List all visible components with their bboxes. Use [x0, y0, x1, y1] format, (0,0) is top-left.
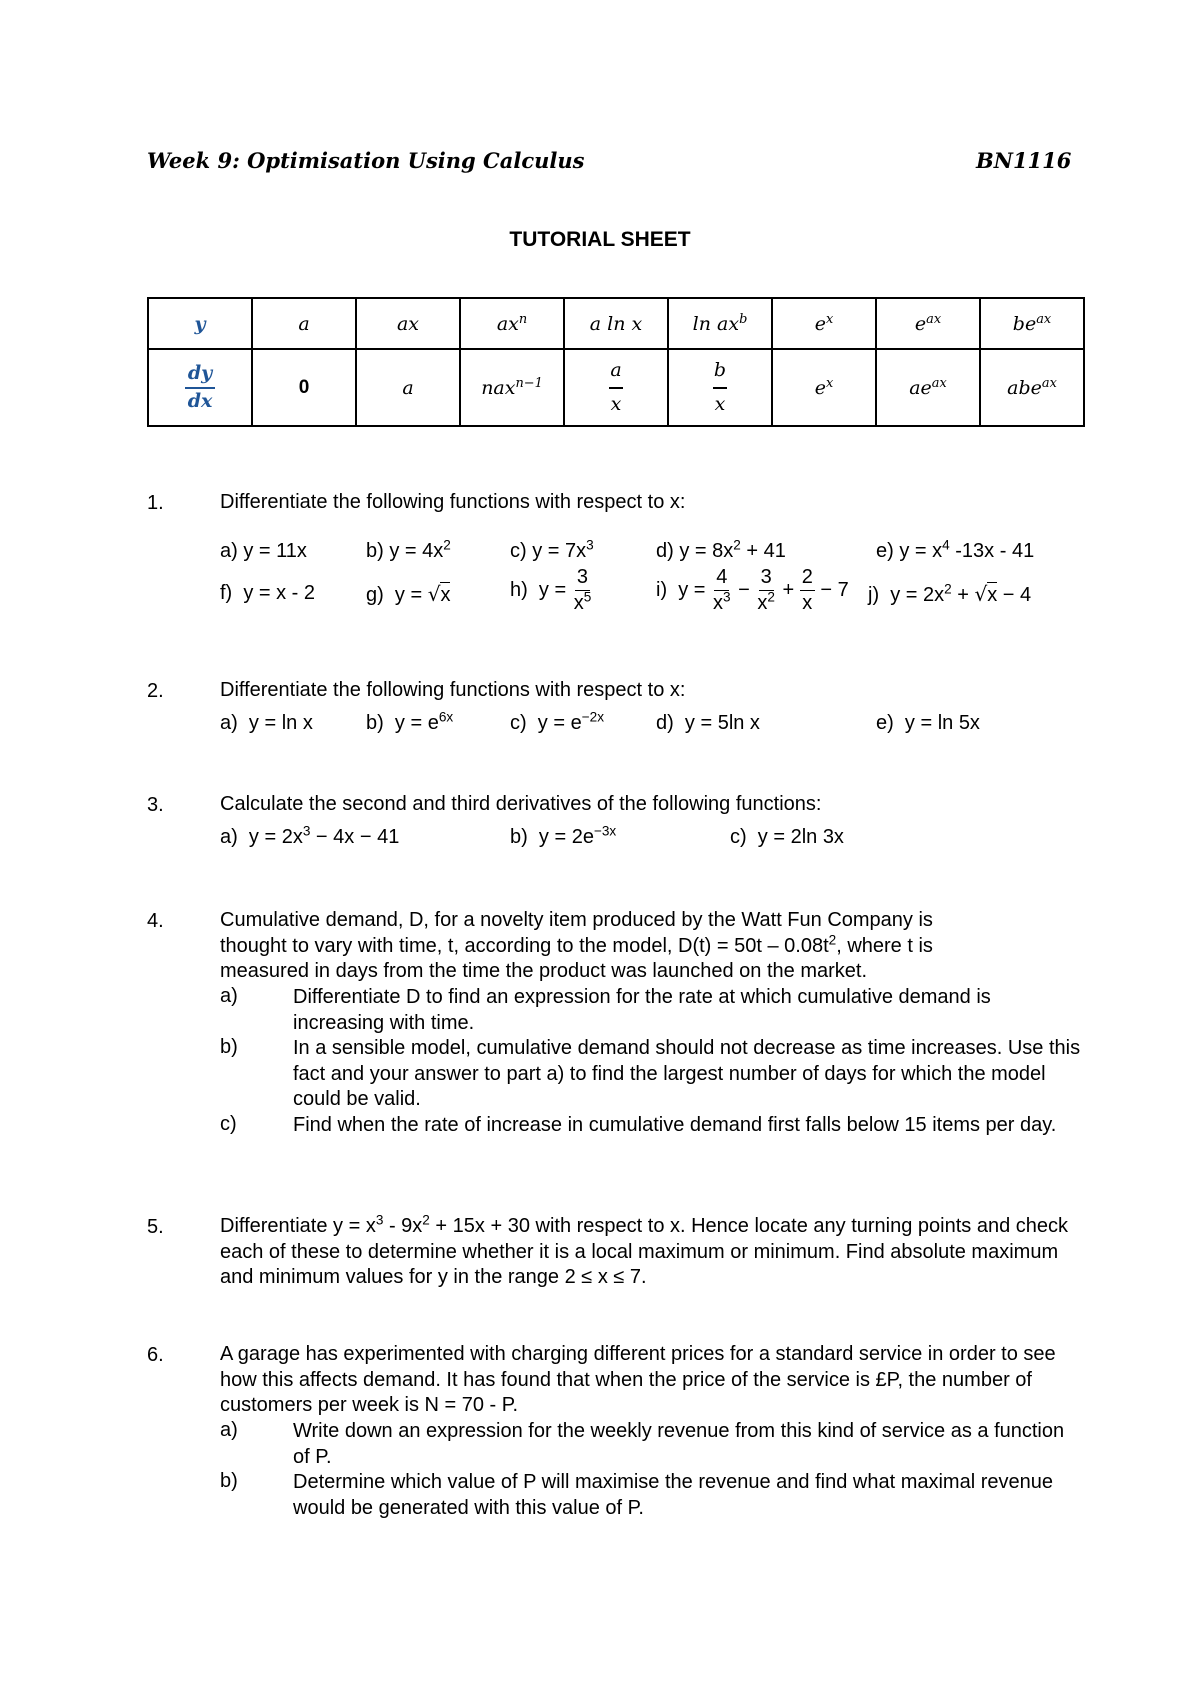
q3-part-a: a) $y = 2x^3 - 4x - 41$ — [220, 823, 400, 848]
q1-part-g: g) y = √x — [366, 582, 451, 606]
table-cell: abe$^{ax}$ — [980, 349, 1084, 426]
table-cell: $be^{ax}$ — [980, 298, 1084, 349]
q1-part-c: c) $y = 7x^3$ — [510, 537, 594, 562]
q1-part-e: e) $y = x^4$ -13x - 41 — [876, 537, 1035, 562]
q1-part-f: f) y = x - 2 — [220, 582, 316, 604]
q1-part-b: b) $y = 4x^2$ — [366, 537, 451, 562]
derivative-table — [147, 297, 1085, 427]
question-text: Differentiate $y = x^3 - 9x^2 + 15x + 30$ with respect to x. Hence locate any turning points and check each of these to determine whether it is a local maximum or minimum. Find absolute maximum and minimum values for y in the range 2 ≤ x ≤ 7. — [220, 1212, 1069, 1288]
question-text: Differentiate the following functions with respect to x: — [220, 679, 686, 701]
table-cell: $\ln ax^b$ — [668, 298, 772, 349]
q1-part-h: h) y = $\frac{3}{x^5}$ — [510, 566, 592, 614]
table-cell: a — [356, 349, 460, 426]
question-number: 1. — [147, 492, 164, 514]
question-number: 3. — [147, 794, 164, 816]
q2-part-b: b) $y = e^{6x}$ — [366, 709, 454, 734]
q2-part-c: c) $y = e^{-2x}$ — [510, 709, 604, 734]
question-number: 2. — [147, 680, 164, 702]
table-cell: $ae^{ax}$ — [876, 349, 980, 426]
q2-part-a: a) y = ln x — [220, 712, 313, 734]
table-cell: $e^{ax}$ — [876, 298, 980, 349]
question-text: A garage has experimented with charging different prices for a standard service in order to see how this affects demand. It has found that when the price of the service is £P, the number of customers per week is N = 70 - P. — [220, 1343, 1056, 1416]
sub-question-text: Write down an expression for the weekly revenue from this kind of service as a function of P. — [293, 1420, 1065, 1468]
question-text: Calculate the second and third derivatives of the following functions: — [220, 793, 822, 815]
q3-part-c: c) y = 2ln 3x — [730, 826, 844, 848]
table-cell: 0 — [252, 349, 356, 426]
sub-label: b) — [220, 1036, 238, 1058]
table-cell: $\frac{dy}{dx}$ — [148, 349, 252, 426]
table-cell: y — [148, 298, 252, 349]
q2-part-d: d) y = 5ln x — [656, 712, 760, 734]
derivative-row — [148, 349, 1084, 426]
question-number: 5. — [147, 1216, 164, 1238]
question-text: Cumulative demand, D, for a novelty item produced by the Watt Fun Company is thought to vary with time, t, according to the model, $D(t) = 50t - 0.08t^2$, where t is measured in days from the time the product was launched on the market. — [220, 909, 933, 982]
q1-part-i: i) y = $\frac{4}{x^3}$ − $\frac{3}{x^2}$ + $\frac{2}{x}$ − 7 — [656, 566, 849, 614]
sub-label: a) — [220, 1419, 238, 1441]
table-cell: a ln x — [564, 298, 668, 349]
q1-part-a: a) y = 11x — [220, 540, 307, 562]
sub-question-text: In a sensible model, cumulative demand should not decrease as time increases. Use this fact and your answer to part a) to find the largest number of days for which the model could be valid. — [293, 1037, 1081, 1110]
table-cell: $e^x$ — [772, 298, 876, 349]
question-number: 6. — [147, 1344, 164, 1366]
sub-question-text: Differentiate D to find an expression for the rate at which cumulative demand is increasing with time. — [293, 986, 991, 1034]
q1-part-j: j) $y = 2x^2 + √x - 4$ — [868, 581, 1032, 606]
table-cell: $\frac{b}{x}$ — [668, 349, 772, 426]
page-title: TUTORIAL SHEET — [509, 228, 691, 251]
q3-part-b: b) $y = 2e^{-3x}$ — [510, 823, 617, 848]
table-cell: ax — [356, 298, 460, 349]
header-course-topic: Week 9: Optimisation Using Calculus — [147, 148, 585, 173]
sub-label: c) — [220, 1113, 237, 1135]
question-number: 4. — [147, 910, 164, 932]
sub-label: b) — [220, 1470, 238, 1492]
table-cell: a — [252, 298, 356, 349]
sub-question-text: Determine which value of P will maximise the revenue and find what maximal revenue would be generated with this value of P. — [293, 1471, 1053, 1519]
question-text: Differentiate the following functions with respect to x: — [220, 491, 686, 513]
sub-label: a) — [220, 985, 238, 1007]
table-cell: nax$^{n-1}$ — [460, 349, 564, 426]
q2-part-e: e) y = ln 5x — [876, 712, 980, 734]
table-cell: $ax^n$ — [460, 298, 564, 349]
function-row — [148, 298, 1084, 349]
header-course-code: BN1116 — [976, 148, 1072, 173]
sub-question-text: Find when the rate of increase in cumulative demand first falls below 15 items per day. — [293, 1114, 1057, 1136]
table-cell: $\frac{a}{x}$ — [564, 349, 668, 426]
q1-part-d: d) $y = 8x^2 + 41$ — [656, 537, 786, 562]
table-cell: $e^x$ — [772, 349, 876, 426]
